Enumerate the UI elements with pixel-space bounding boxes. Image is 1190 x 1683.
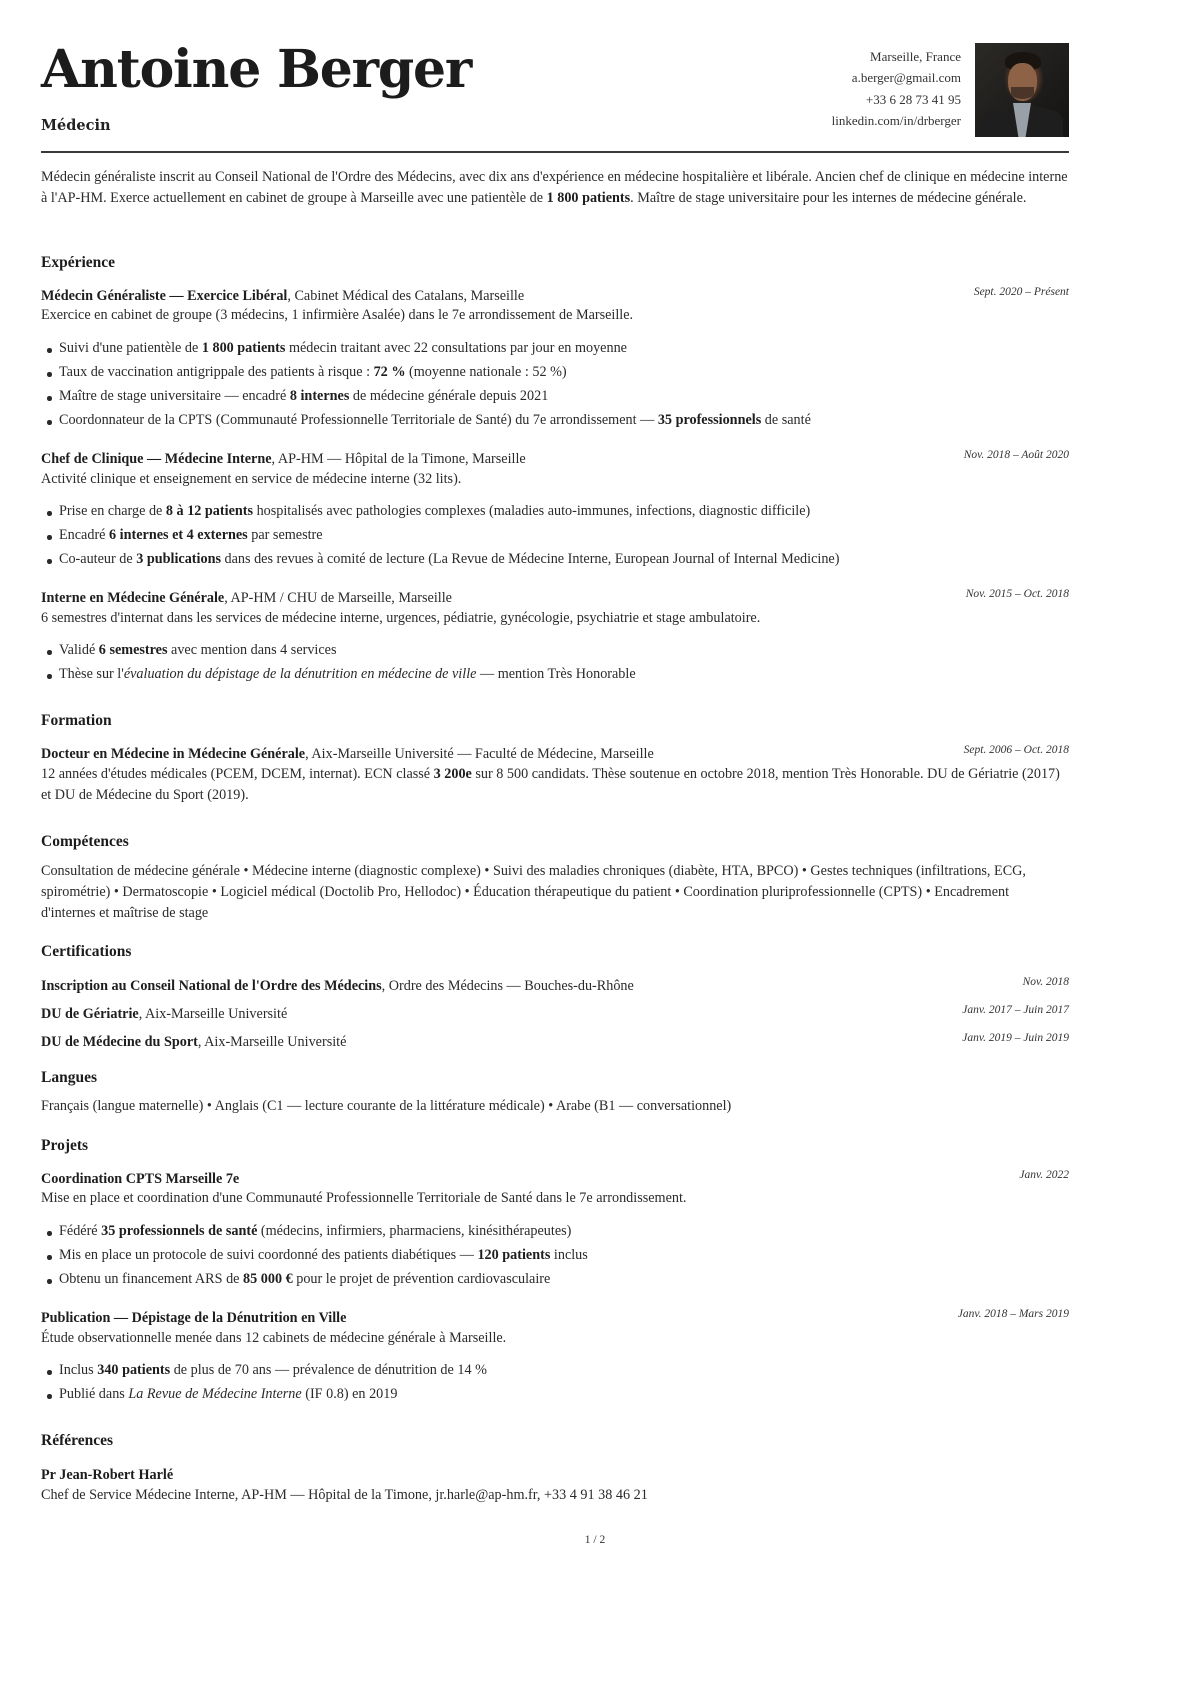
profile-photo (975, 43, 1069, 137)
project-bullet: Inclus 340 patients de plus de 70 ans — prévalence de dénutrition de 14 % (59, 1362, 487, 1378)
job-bullet: Maître de stage universitaire — encadré 8 internes de médecine générale depuis 2021 (59, 388, 549, 404)
summary-text-1: Médecin généraliste inscrit au Conseil National de l'Ordre des Médecins, avec dix ans d'expérience en médecine hospitalière et libérale. Ancien chef de clinique en médecine interne à l'AP-HM. Exerce actuellement en cabinet de groupe à Marseille avec une patientèle de (41, 169, 1068, 206)
resume-header (41, 0, 1069, 165)
resume-page (41, 0, 1069, 1503)
degree-title: Docteur en Médecine in Médecine Générale (41, 746, 306, 762)
header-divider (41, 151, 1069, 153)
summary-paragraph (41, 167, 1069, 209)
certification-item: Inscription au Conseil National de l'Ordre des Médecins, Ordre des Médecins — Bouches-du-Rhône Nov. 2018 (41, 976, 1069, 994)
candidate-title: Médecin (41, 117, 111, 134)
job-bullet: Prise en charge de 8 à 12 patients hospitalisés avec pathologies complexes (maladies auto-immunes, infections, diagnostic difficile) (59, 503, 811, 519)
project-date: Janv. 2018 – Mars 2019 (957, 1308, 1069, 1320)
section-heading-languages: Langues (41, 1069, 97, 1086)
job-date: Nov. 2018 – Août 2020 (963, 449, 1069, 461)
job-bullet: Co-auteur de 3 publications dans des revues à comité de lecture (La Revue de Médecine Interne, European Journal of Internal Medicine) (59, 551, 840, 567)
project-description: Étude observationnelle menée dans 12 cabinets de médecine générale à Marseille. (41, 1330, 507, 1346)
job-header (41, 587, 1069, 607)
job-header (41, 448, 1069, 468)
job-bullet: Thèse sur l'évaluation du dépistage de la dénutrition en médecine de ville — mention Très Honorable (59, 666, 636, 682)
job-org: , AP-HM — Hôpital de la Timone, Marseille (271, 451, 526, 467)
contact-location: Marseille, France (870, 49, 961, 64)
job-date: Sept. 2020 – Présent (973, 286, 1069, 298)
project-date: Janv. 2022 (1019, 1169, 1069, 1181)
contact-block (832, 46, 961, 131)
job-bullet: Validé 6 semestres avec mention dans 4 services (59, 642, 337, 658)
job-bullet: Coordonnateur de la CPTS (Communauté Professionnelle Territoriale de Santé) du 7e arrondissement — 35 professionnels de santé (59, 412, 811, 428)
page-number: 1 / 2 (584, 1534, 606, 1546)
job-description: 6 semestres d'internat dans les services de médecine interne, urgences, pédiatrie, gynécologie, psychiatrie et stage ambulatoire. (41, 610, 761, 626)
reference-name: Pr Jean-Robert Harlé (41, 1467, 174, 1483)
project-title: Publication — Dépistage de la Dénutrition en Ville (41, 1310, 347, 1326)
education-header (41, 743, 1069, 763)
job-bullet: Taux de vaccination antigrippale des patients à risque : 72 % (moyenne nationale : 52 %) (59, 364, 567, 380)
job-org: , AP-HM / CHU de Marseille, Marseille (224, 590, 452, 606)
education-date: Sept. 2006 – Oct. 2018 (963, 744, 1069, 756)
contact-linkedin[interactable]: linkedin.com/in/drberger (831, 112, 961, 128)
summary-highlight: 1 800 patients (546, 190, 631, 206)
project-bullet: Mis en place un protocole de suivi coordonné des patients diabétiques — 120 patients inclus (59, 1247, 588, 1263)
job-header (41, 285, 1069, 305)
certification-item: DU de Médecine du Sport, Aix-Marseille Université Janv. 2019 – Juin 2019 (41, 1032, 1069, 1050)
section-heading-references: Références (41, 1432, 114, 1449)
section-heading-experience: Expérience (41, 254, 116, 271)
certification-item: DU de Gériatrie, Aix-Marseille Université Janv. 2017 – Juin 2017 (41, 1004, 1069, 1022)
job-org: , Cabinet Médical des Catalans, Marseille (287, 288, 525, 304)
project-description: Mise en place et coordination d'une Communauté Professionnelle Territoriale de Santé dans le 7e arrondissement. (41, 1190, 687, 1206)
project-header (41, 1168, 1069, 1188)
job-date: Nov. 2015 – Oct. 2018 (965, 588, 1069, 600)
contact-phone: +33 6 28 73 41 95 (865, 91, 961, 107)
project-title: Coordination CPTS Marseille 7e (41, 1171, 240, 1187)
school-name: , Aix-Marseille Université — Faculté de Médecine, Marseille (305, 746, 654, 762)
job-role: Médecin Généraliste — Exercice Libéral (41, 288, 288, 304)
contact-email[interactable]: a.berger@gmail.com (851, 70, 961, 86)
certification-date: Janv. 2019 – Juin 2019 (962, 1032, 1069, 1044)
project-bullet: Publié dans La Revue de Médecine Interne (IF 0.8) en 2019 (59, 1386, 398, 1402)
summary-text-2: . Maître de stage universitaire pour les internes de médecine générale. (630, 190, 1027, 206)
job-bullet: Suivi d'une patientèle de 1 800 patients médecin traitant avec 22 consultations par jour en moyenne (59, 340, 627, 356)
project-bullet: Fédéré 35 professionnels de santé (médecins, infirmiers, pharmaciens, kinésithérapeutes) (59, 1223, 572, 1239)
job-bullet: Encadré 6 internes et 4 externes par semestre (59, 527, 323, 543)
section-heading-education: Formation (41, 712, 112, 729)
skills-list: Consultation de médecine générale • Médecine interne (diagnostic complexe) • Suivi des maladies chroniques (diabète, HTA, BPCO) • Gestes techniques (infiltrations, ECG, spirométrie) • Dermatoscopie • Logiciel médical (Doctolib Pro, Hellodoc) • Éducation thérapeutique du patient • Coordination pluriprofessionnelle (CPTS) • Encadrement d'internes et maîtrise de stage (41, 863, 1026, 921)
project-bullet: Obtenu un financement ARS de 85 000 € pour le projet de prévention cardiovasculaire (59, 1271, 551, 1287)
section-heading-certifications: Certifications (41, 943, 132, 960)
job-role: Chef de Clinique — Médecine Interne (41, 451, 272, 467)
section-heading-projects: Projets (41, 1137, 89, 1154)
job-role: Interne en Médecine Générale (41, 590, 225, 606)
education-description: 12 années d'études médicales (PCEM, DCEM, internat). ECN classé 3 200e sur 8 500 candidats. Thèse soutenue en octobre 2018, mention Très Honorable. DU de Gériatrie (2017) et DU de Médecine du Sport (2019). (41, 766, 1060, 803)
languages-list: Français (langue maternelle) • Anglais (C1 — lecture courante de la littérature médicale) • Arabe (B1 — conversationnel) (41, 1098, 732, 1114)
job-description: Exercice en cabinet de groupe (3 médecins, 1 infirmière Asalée) dans le 7e arrondissement de Marseille. (41, 307, 634, 323)
reference-details: Chef de Service Médecine Interne, AP-HM — Hôpital de la Timone, jr.harle@ap-hm.fr, +33 4 91 38 46 21 (41, 1487, 648, 1503)
certification-date: Janv. 2017 – Juin 2017 (962, 1004, 1069, 1016)
photo-beard-shape (1011, 87, 1034, 99)
certification-date: Nov. 2018 (1022, 976, 1069, 988)
job-description: Activité clinique et enseignement en service de médecine interne (32 lits). (41, 471, 462, 487)
project-header (41, 1307, 1069, 1327)
candidate-name: Antoine Berger (41, 39, 472, 100)
section-heading-skills: Compétences (41, 833, 129, 850)
